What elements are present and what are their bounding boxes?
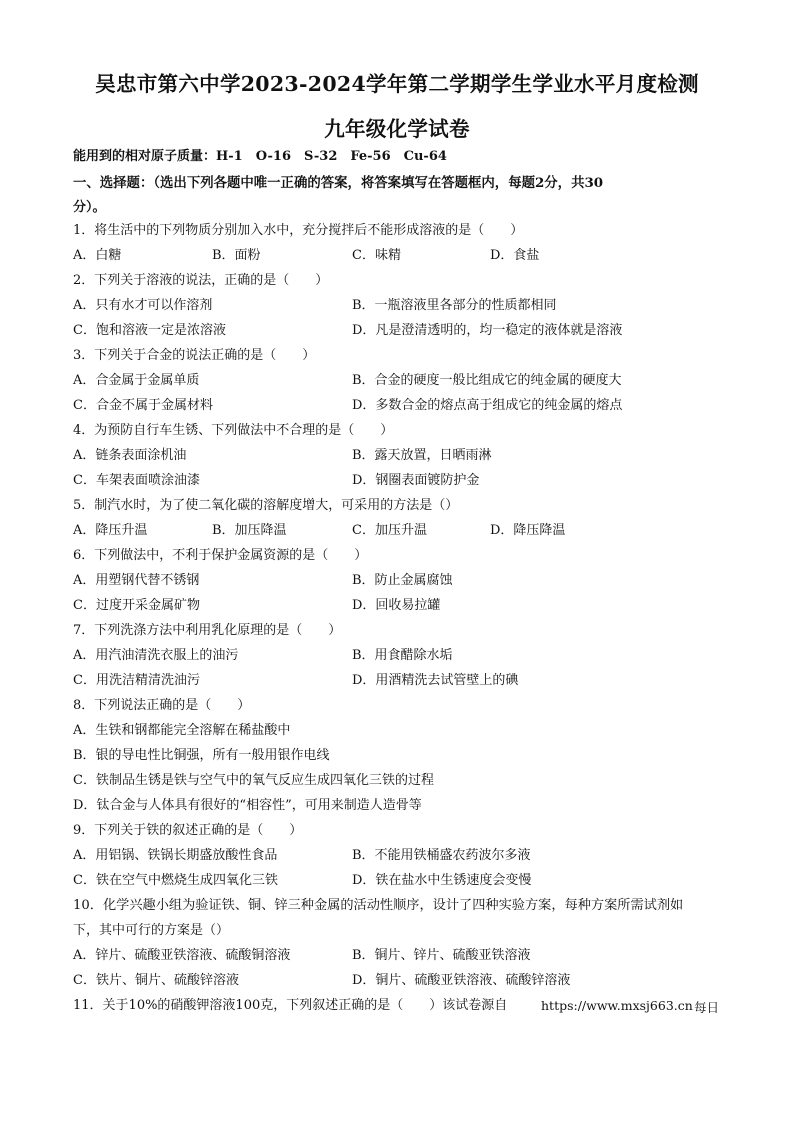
question-8-option-d: D．钛合金与人体具有很好的“相容性”，可用来制造人造骨等 (73, 798, 422, 813)
question-10-option-b: B．铜片、锌片、硫酸亚铁溶液 (352, 948, 531, 963)
question-5-stem: 5．制汽水时，为了使二氧化碳的溶解度增大，可采用的方法是（） (73, 498, 459, 513)
question-7-option-d: D．用酒精洗去试管壁上的碘 (352, 673, 519, 688)
question-3-option-c: C．合金不属于金属材料 (73, 398, 213, 413)
question-8-option-b: B．银的导电性比铜强，所有一般用银作电线 (73, 748, 330, 763)
question-2-stem: 2．下列关于溶液的说法，正确的是（ ） (73, 273, 329, 288)
question-5-option-d: D．降压降温 (490, 523, 566, 538)
question-5-option-b: B．加压降温 (212, 523, 287, 538)
question-9-option-a: A．用铝锅、铁锅长期盛放酸性食品 (73, 848, 278, 863)
question-3-stem: 3．下列关于合金的说法正确的是（ ） (73, 348, 316, 363)
source-url: https://www.mxsj663.cn (541, 998, 693, 1013)
question-5-option-c: C．加压升温 (352, 523, 427, 538)
question-2-option-a: A．只有水才可以作溶剂 (73, 298, 213, 313)
question-2-option-d: D．凡是澄清透明的，均一稳定的液体就是溶液 (352, 323, 623, 338)
question-6-stem: 6．下列做法中，不利于保护金属资源的是（ ） (73, 548, 368, 563)
question-2-option-c: C．饱和溶液一定是浓溶液 (73, 323, 226, 338)
question-8-option-c: C．铁制品生锈是铁与空气中的氧气反应生成四氧化三铁的过程 (73, 773, 434, 788)
question-9-option-c: C．铁在空气中燃烧生成四氧化三铁 (73, 873, 278, 888)
question-7-option-b: B．用食醋除水垢 (352, 648, 453, 663)
question-9-option-b: B．不能用铁桶盛农药波尔多液 (352, 848, 531, 863)
question-7-option-a: A．用汽油清洗衣服上的油污 (73, 648, 239, 663)
question-3-option-a: A．合金属于金属单质 (73, 373, 200, 388)
question-4-option-d: D．钢圈表面镀防护金 (352, 473, 480, 488)
atomic-masses: 能用到的相对原子质量：H-1 O-16 S-32 Fe-56 Cu-64 (73, 149, 447, 164)
exam-title: 吴忠市第六中学2023-2024学年第二学期学生学业水平月度检测 (95, 72, 699, 96)
question-1-option-c: C．味精 (352, 248, 401, 263)
question-1-stem: 1．将生活中的下列物质分别加入水中，充分搅拌后不能形成溶液的是（ ） (73, 223, 524, 238)
question-6-option-a: A．用塑钢代替不锈钢 (73, 573, 200, 588)
question-4-option-c: C．车架表面喷涂油漆 (73, 473, 200, 488)
question-7-stem: 7．下列洗涤方法中利用乳化原理的是（ ） (73, 623, 342, 638)
question-9-stem: 9．下列关于铁的叙述正确的是（ ） (73, 823, 303, 838)
question-8-option-a: A．生铁和钢都能完全溶解在稀盐酸中 (73, 723, 291, 738)
question-10-stem: 10．化学兴趣小组为验证铁、铜、锌三种金属的活动性顺序，设计了四种实验方案，每种方案所需试剂如 (73, 898, 684, 913)
question-1-option-d: D．食盐 (490, 248, 540, 263)
exam-subtitle: 九年级化学试卷 (324, 117, 470, 141)
question-10-option-c: C．铁片、铜片、硫酸锌溶液 (73, 973, 239, 988)
question-3-option-b: B．合金的硬度一般比组成它的纯金属的硬度大 (352, 373, 622, 388)
question-4-option-a: A．链条表面涂机油 (73, 448, 187, 463)
question-10-option-a: A．锌片、硫酸亚铁溶液、硫酸铜溶液 (73, 948, 291, 963)
section-1-heading-cont: 分）。 (73, 200, 106, 215)
question-6-option-c: C．过度开采金属矿物 (73, 598, 200, 613)
question-4-stem: 4．为预防自行车生锈、下列做法中不合理的是（ ） (73, 423, 394, 438)
question-11-stem: 11．关于10%的硝酸钾溶液100克，下列叙述正确的是（ ）该试卷源自 (73, 998, 508, 1013)
question-1-option-b: B．面粉 (212, 248, 261, 263)
source-tail: 每日 (694, 1000, 720, 1015)
question-3-option-d: D．多数合金的熔点高于组成它的纯金属的熔点 (352, 398, 623, 413)
section-1-heading: 一、选择题：（选出下列各题中唯一正确的答案，将答案填写在答题框内，每题2分，共30 (73, 175, 604, 191)
question-6-option-d: D．回收易拉罐 (352, 598, 441, 613)
question-2-option-b: B．一瓶溶液里各部分的性质都相同 (352, 298, 557, 313)
question-1-option-a: A．白糖 (73, 248, 122, 263)
question-4-option-b: B．露天放置，日晒雨淋 (352, 448, 492, 463)
question-7-option-c: C．用洗洁精清洗油污 (73, 673, 200, 688)
question-6-option-b: B．防止金属腐蚀 (352, 573, 453, 588)
question-9-option-d: D．铁在盐水中生锈速度会变慢 (352, 873, 532, 888)
question-10-stem-cont: 下，其中可行的方案是（） (73, 923, 230, 938)
question-8-stem: 8．下列说法正确的是（ ） (73, 698, 251, 713)
question-10-option-d: D．铜片、硫酸亚铁溶液、硫酸锌溶液 (352, 973, 571, 988)
question-5-option-a: A．降压升温 (73, 523, 148, 538)
